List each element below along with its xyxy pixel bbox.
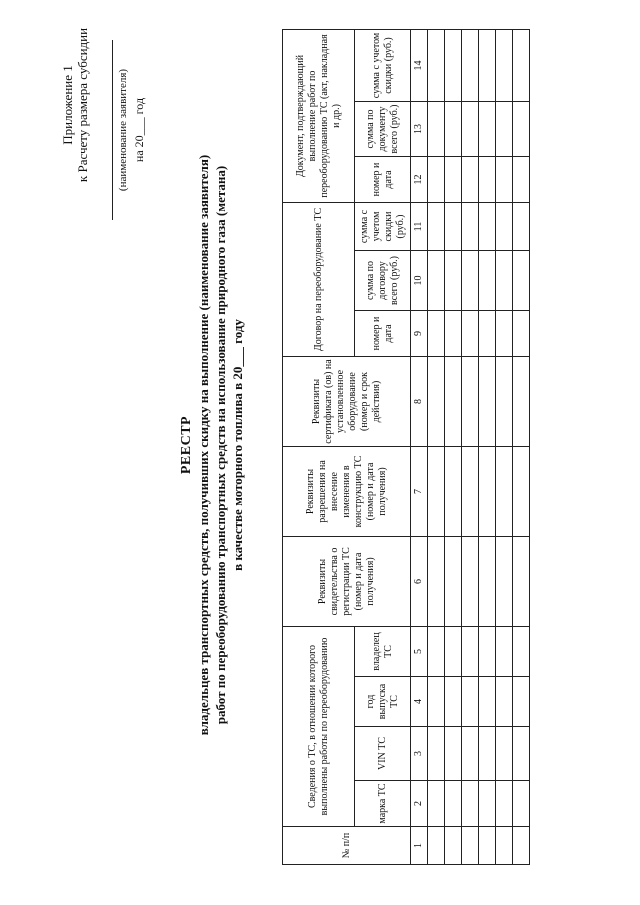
table-cell[interactable]: [513, 250, 530, 310]
table-cell[interactable]: [496, 156, 513, 202]
table-cell[interactable]: [428, 727, 445, 781]
table-cell[interactable]: [479, 446, 496, 536]
header-doc-discount: сумма с учетом скидки (руб.): [355, 29, 411, 101]
appendix-subtitle: к Расчету размера субсидии: [75, 27, 90, 183]
table-row: [513, 29, 530, 864]
table-cell[interactable]: [462, 781, 479, 827]
column-number: 10: [411, 250, 428, 310]
table-cell[interactable]: [445, 101, 462, 156]
table-cell[interactable]: [479, 677, 496, 727]
table-cell[interactable]: [462, 310, 479, 356]
table-cell[interactable]: [513, 356, 530, 446]
appendix-block: [60, 5, 90, 205]
table-cell[interactable]: [428, 356, 445, 446]
column-number: 2: [411, 781, 428, 827]
table-cell[interactable]: [479, 29, 496, 101]
applicant-caption: (наименование заявителя): [117, 68, 129, 192]
applicant-block: [112, 30, 146, 230]
header-doc-total: сумма по документу всего (руб.): [355, 101, 411, 156]
header-doc-group: Документ, подтверждающий выполнение работ по переоборудованию ТС (акт, накладная и др.): [283, 29, 355, 202]
applicant-year-line: на 20___ год: [132, 97, 146, 163]
table-cell[interactable]: [513, 446, 530, 536]
column-number: 6: [411, 536, 428, 626]
table-cell[interactable]: [479, 727, 496, 781]
table-cell[interactable]: [513, 536, 530, 626]
table-cell[interactable]: [513, 677, 530, 727]
table-cell[interactable]: [428, 156, 445, 202]
table-cell[interactable]: [513, 310, 530, 356]
table-row: [462, 29, 479, 864]
table-cell[interactable]: [479, 356, 496, 446]
register-heading-line-1: владельцев транспортных средств, получивших скидку на выполнение (наименование заявителя): [196, 154, 211, 736]
column-number: 5: [411, 626, 428, 676]
header-contract-total: сумма по договору всего (руб.): [355, 250, 411, 310]
register-title: РЕЕСТР: [179, 415, 194, 475]
table-cell[interactable]: [428, 250, 445, 310]
column-number: 8: [411, 356, 428, 446]
table-cell[interactable]: [513, 101, 530, 156]
table-cell[interactable]: [445, 827, 462, 865]
table-cell[interactable]: [428, 626, 445, 676]
table-cell[interactable]: [462, 446, 479, 536]
register-heading: [178, 135, 246, 755]
table-cell[interactable]: [513, 626, 530, 676]
table-cell[interactable]: [496, 101, 513, 156]
header-contract-group: Договор на переоборудование ТС: [283, 202, 355, 356]
table-cell[interactable]: [513, 827, 530, 865]
table-cell[interactable]: [428, 29, 445, 101]
table-row: [479, 29, 496, 864]
header-vin: VIN ТС: [355, 727, 411, 781]
header-brand: марка ТС: [355, 781, 411, 827]
table-cell[interactable]: [462, 536, 479, 626]
table-cell[interactable]: [479, 827, 496, 865]
column-number: 11: [411, 202, 428, 250]
table-cell[interactable]: [445, 727, 462, 781]
table-cell[interactable]: [479, 250, 496, 310]
header-vehicle-group: Сведения о ТС, в отношении которого выполнены работы по переоборудованию: [283, 626, 355, 826]
table-cell[interactable]: [445, 536, 462, 626]
header-doc-no: номер и дата: [355, 156, 411, 202]
column-number: 4: [411, 677, 428, 727]
table-cell[interactable]: [445, 356, 462, 446]
table-cell[interactable]: [496, 446, 513, 536]
table-cell[interactable]: [445, 202, 462, 250]
table-cell[interactable]: [479, 202, 496, 250]
table-cell[interactable]: [496, 677, 513, 727]
column-number: 14: [411, 29, 428, 101]
table-cell[interactable]: [445, 156, 462, 202]
table-cell[interactable]: [428, 202, 445, 250]
table-cell[interactable]: [496, 536, 513, 626]
table-cell[interactable]: [462, 250, 479, 310]
table-cell[interactable]: [445, 626, 462, 676]
table-cell[interactable]: [479, 626, 496, 676]
table-cell[interactable]: [428, 446, 445, 536]
applicant-name-line: [112, 40, 113, 220]
table-row: [428, 29, 445, 864]
table-cell[interactable]: [513, 202, 530, 250]
register-table: [282, 29, 530, 865]
table-cell[interactable]: [479, 781, 496, 827]
table-row: [445, 29, 462, 864]
table-cell[interactable]: [428, 677, 445, 727]
column-number: 3: [411, 727, 428, 781]
header-no: № п/п: [283, 827, 411, 865]
table-cell[interactable]: [496, 250, 513, 310]
table-cell[interactable]: [428, 310, 445, 356]
table-cell[interactable]: [462, 677, 479, 727]
table-cell[interactable]: [496, 356, 513, 446]
table-cell[interactable]: [445, 310, 462, 356]
column-number: 7: [411, 446, 428, 536]
column-number: 13: [411, 101, 428, 156]
table-cell[interactable]: [496, 781, 513, 827]
table-cell[interactable]: [479, 310, 496, 356]
table-cell[interactable]: [462, 626, 479, 676]
header-reg-cert: Реквизиты свидетельства о регистрации ТС (номер и дата получения): [283, 536, 411, 626]
table-cell[interactable]: [462, 101, 479, 156]
table-row: [496, 29, 513, 864]
table-cell[interactable]: [445, 250, 462, 310]
header-contract-no: номер и дата: [355, 310, 411, 356]
table-cell[interactable]: [496, 202, 513, 250]
appendix-title: Приложение 1: [60, 65, 75, 145]
table-cell[interactable]: [428, 781, 445, 827]
table-cell[interactable]: [479, 536, 496, 626]
table-cell[interactable]: [462, 156, 479, 202]
table-cell[interactable]: [462, 827, 479, 865]
table-cell[interactable]: [428, 536, 445, 626]
header-contract-discount: сумма с учетом скидки (руб.): [355, 202, 411, 250]
table-cell[interactable]: [513, 727, 530, 781]
table-cell[interactable]: [462, 202, 479, 250]
table-cell[interactable]: [496, 29, 513, 101]
table-cell[interactable]: [479, 101, 496, 156]
register-heading-line-2: работ по переоборудованию транспортных средств на использование природного газа (метана): [213, 165, 228, 725]
table-cell[interactable]: [428, 827, 445, 865]
table-cell[interactable]: [496, 727, 513, 781]
column-number: 12: [411, 156, 428, 202]
table-cell[interactable]: [496, 310, 513, 356]
table-cell[interactable]: [513, 29, 530, 101]
table-cell[interactable]: [513, 781, 530, 827]
column-number-row: [411, 29, 428, 864]
column-number: 9: [411, 310, 428, 356]
table-cell[interactable]: [496, 626, 513, 676]
table-cell[interactable]: [462, 356, 479, 446]
table-cell[interactable]: [513, 156, 530, 202]
table-cell[interactable]: [496, 827, 513, 865]
header-permit: Реквизиты разрешения на внесение изменения в конструкцию ТС (номер и дата получения): [283, 446, 411, 536]
table-cell[interactable]: [479, 156, 496, 202]
table-cell[interactable]: [462, 727, 479, 781]
table-cell[interactable]: [428, 101, 445, 156]
table-cell[interactable]: [445, 446, 462, 536]
header-certificate: Реквизиты сертификата (ов) на установленное оборудование (номер и срок действия): [283, 356, 411, 446]
table-cell[interactable]: [445, 677, 462, 727]
header-year-made: год выпуска ТС: [355, 677, 411, 727]
table-cell[interactable]: [445, 781, 462, 827]
table-cell[interactable]: [445, 29, 462, 101]
header-owner: владелец ТС: [355, 626, 411, 676]
table-body: [428, 29, 530, 864]
register-heading-line-3: в качестве моторного топлива в 20___ году: [230, 319, 245, 571]
table-cell[interactable]: [462, 29, 479, 101]
column-number: 1: [411, 827, 428, 865]
